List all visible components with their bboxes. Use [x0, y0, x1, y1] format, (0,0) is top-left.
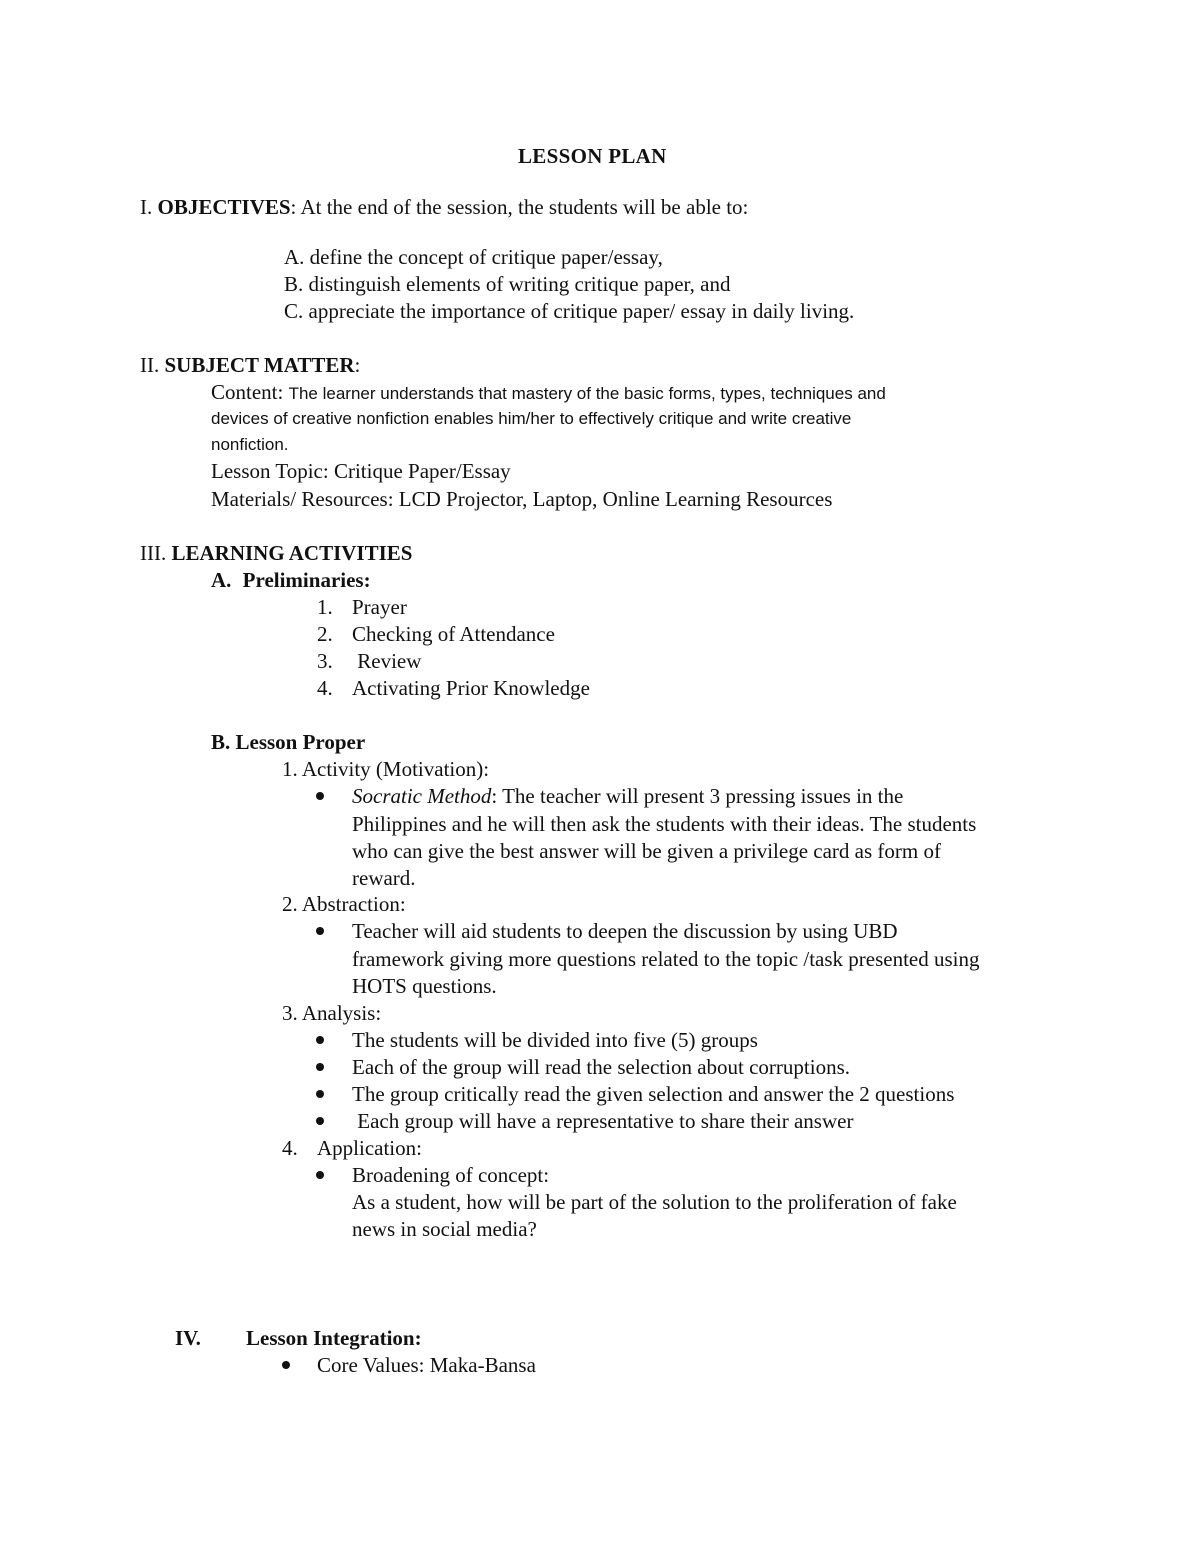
bullet-icon [316, 1090, 324, 1098]
list-item: 3. [317, 649, 333, 673]
activity-label: 1. Activity (Motivation): [282, 757, 490, 781]
materials: Materials/ Resources: LCD Projector, Laptop, Online Learning Resources [211, 487, 833, 511]
list-item-text: Review [352, 649, 422, 673]
objectives-numeral: I. [140, 195, 153, 219]
integration-item: Core Values: Maka-Bansa [317, 1353, 536, 1377]
list-item: 2. [317, 622, 333, 646]
activity-line-4: reward. [352, 866, 416, 890]
preliminaries-heading: Preliminaries: [242, 568, 371, 592]
analysis-label: 3. Analysis: [282, 1001, 382, 1025]
list-item: 1. [317, 595, 333, 619]
activity-line-2: Philippines and he will then ask the students with their ideas. The students [352, 812, 977, 836]
bullet-icon [316, 1117, 324, 1125]
application-label: Application: [317, 1136, 422, 1160]
objectives-heading-line [140, 194, 748, 221]
socratic-method: Socratic Method [352, 784, 492, 808]
page-title: LESSON PLAN [518, 144, 667, 168]
learning-activities-heading-line [140, 540, 412, 567]
list-item: 4. [317, 676, 333, 700]
learning-activities-heading: LEARNING ACTIVITIES [171, 541, 413, 565]
bullet-icon [316, 927, 324, 935]
subject-matter-numeral: II. [140, 353, 160, 377]
application-bullet: Broadening of concept: [352, 1163, 550, 1187]
analysis-item: The group critically read the given selection and answer the 2 questions [352, 1082, 955, 1106]
subject-matter-heading: SUBJECT MATTER [164, 353, 355, 377]
objective-item: C. appreciate the importance of critique paper/ essay in daily living. [284, 299, 855, 323]
analysis-item: Each of the group will read the selection about corruptions. [352, 1055, 851, 1079]
subject-matter-heading-line: II. SUBJECT MATTER: [140, 353, 361, 377]
lesson-topic: Lesson Topic: Critique Paper/Essay [211, 459, 511, 483]
analysis-item: The students will be divided into five (5) groups [352, 1028, 758, 1052]
content-line-2: devices of creative nonfiction enables him/her to effectively critique and write creative [211, 409, 852, 428]
preliminaries-heading-line: A. Preliminaries: [211, 568, 371, 592]
application-line-1: As a student, how will be part of the solution to the proliferation of fake [352, 1190, 957, 1214]
bullet-icon [316, 1036, 324, 1044]
list-item-text: Activating Prior Knowledge [352, 676, 590, 700]
bullet-icon [282, 1361, 290, 1369]
objectives-intro: : At the end of the session, the students will be able to: [290, 195, 749, 219]
activity-line-3: who can give the best answer will be given a privilege card as form of [352, 839, 941, 863]
content-line-3: nonfiction. [211, 435, 289, 454]
learning-activities-numeral: III. [140, 541, 167, 565]
activity-line-1: Socratic Method: The teacher will present 3 pressing issues in the [352, 784, 904, 808]
content-label: Content: [211, 380, 289, 404]
abstraction-line-2: framework giving more questions related to the topic /task presented using [352, 947, 980, 971]
integration-heading: Lesson Integration: [246, 1326, 422, 1350]
list-item-text: Checking of Attendance [352, 622, 555, 646]
integration-numeral: IV. [175, 1326, 201, 1350]
bullet-icon [316, 792, 324, 800]
list-item-text: Prayer [352, 595, 407, 619]
abstraction-line-3: HOTS questions. [352, 974, 497, 998]
abstraction-label: 2. Abstraction: [282, 892, 406, 916]
abstraction-line-1: Teacher will aid students to deepen the discussion by using UBD [352, 919, 898, 943]
content-line-1: Content: The learner understands that mastery of the basic forms, types, techniques and [211, 380, 886, 404]
objectives-heading: OBJECTIVES [157, 195, 291, 219]
bullet-icon [316, 1063, 324, 1071]
application-num: 4. [282, 1136, 298, 1160]
analysis-item: Each group will have a representative to share their answer [352, 1109, 854, 1133]
lesson-proper-heading: B. Lesson Proper [211, 730, 366, 754]
objective-item: A. define the concept of critique paper/essay, [284, 245, 663, 269]
application-line-2: news in social media? [352, 1217, 537, 1241]
objective-item: B. distinguish elements of writing critique paper, and [284, 272, 731, 296]
bullet-icon [316, 1171, 324, 1179]
